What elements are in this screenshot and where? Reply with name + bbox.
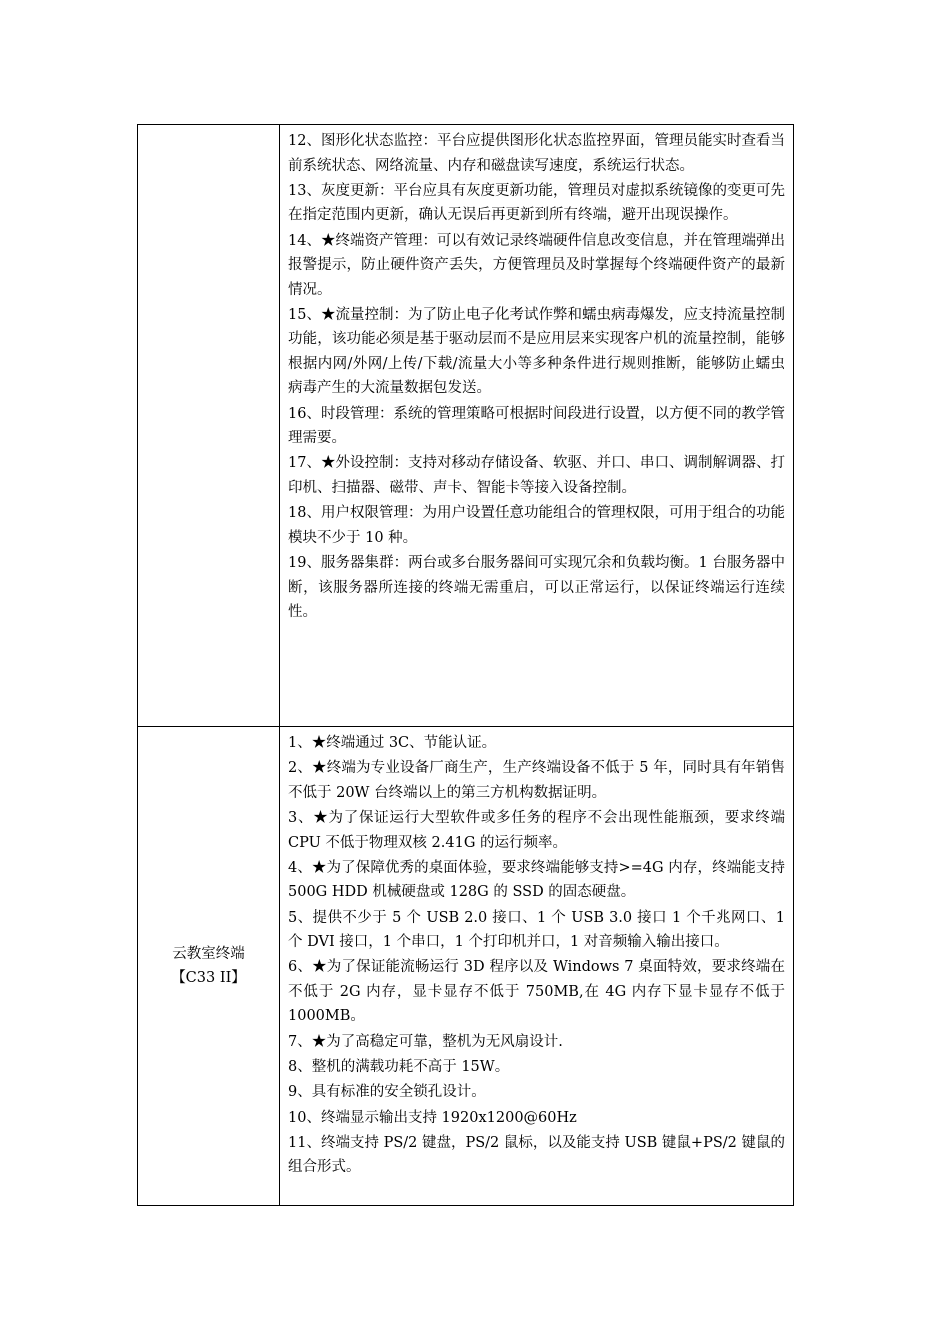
list-item: 15、★流量控制：为了防止电子化考试作弊和蠕虫病毒爆发，应支持流量控制功能，该功能必须是基于驱动层而不是应用层来实现客户机的流量控制，能够根据内网/外网/上传/下载/流量大小等多种条件进行规则推断，能够防止蠕虫病毒产生的大流量数据包发送。: [288, 306, 785, 397]
list-item: 1、★终端通过 3C、节能认证。: [288, 735, 497, 751]
list-item: 8、整机的满载功耗不高于 15W。: [288, 1059, 510, 1076]
list-item: 18、用户权限管理：为用户设置任意功能组合的管理权限，可用于组合的功能模块不少于 10 种。: [288, 505, 785, 546]
list-item: 14、★终端资产管理：可以有效记录终端硬件信息改变信息，并在管理端弹出报警提示，防止硬件资产丢失，方便管理员及时掌握每个终端硬件资产的最新情况。: [288, 232, 785, 298]
list-item: 11、终端支持 PS/2 键盘，PS/2 鼠标，以及能支持 USB 键鼠+PS/2 键鼠的组合形式。: [288, 1134, 785, 1176]
content-cell: [280, 125, 794, 727]
label-cell: [138, 727, 280, 1206]
table-row: [138, 727, 794, 1206]
list-item: 7、★为了高稳定可靠，整机为无风扇设计.: [288, 1033, 563, 1050]
list-item: 13、灰度更新：平台应具有灰度更新功能，管理员对虚拟系统镜像的变更可先在指定范围内更新，确认无误后再更新到所有终端，避开出现误操作。: [288, 182, 785, 224]
table-row: [138, 125, 794, 727]
spec-table: [137, 124, 794, 1206]
list-item: 3、★为了保证运行大型软件或多任务的程序不会出现性能瓶颈，要求终端 CPU 不低于物理双核 2.41G 的运行频率。: [288, 810, 785, 851]
list-item: 6、★为了保证能流畅运行 3D 程序以及 Windows 7 桌面特效，要求终端在不低于 2G 内存，显卡显存不低于 750MB,在 4G 内存下显卡显存不低于 1000MB。: [288, 959, 785, 1025]
list-item: 16、时段管理：系统的管理策略可根据时间段进行设置，以方便不同的教学管理需要。: [288, 405, 785, 447]
content-cell: [280, 727, 794, 1206]
list-item: 10、终端显示输出支持 1920x1200@60Hz: [288, 1109, 577, 1126]
list-item: 4、★为了保障优秀的桌面体验，要求终端能够支持>=4G 内存，终端能支持 500G HDD 机械硬盘或 128G 的 SSD 的固态硬盘。: [288, 859, 785, 901]
list-item: 12、图形化状态监控：平台应提供图形化状态监控界面，管理员能实时查看当前系统状态、网络流量、内存和磁盘读写速度，系统运行状态。: [288, 133, 785, 174]
list-item: 5、提供不少于 5 个 USB 2.0 接口、1 个 USB 3.0 接口 1 个千兆网口、1 个 DVI 接口，1 个串口，1 个打印机并口，1 对音频输入输出接口。: [288, 909, 785, 951]
list-item: 9、具有标准的安全锁孔设计。: [288, 1084, 486, 1101]
product-name: 云教室终端: [172, 946, 245, 962]
list-item: 17、★外设控制：支持对移动存储设备、软驱、并口、串口、调制解调器、打印机、扫描器、磁带、声卡、智能卡等接入设备控制。: [288, 455, 785, 496]
product-model: 【C33 II】: [171, 970, 246, 986]
list-item: 19、服务器集群：两台或多台服务器间可实现冗余和负载均衡。1 台服务器中断，该服务器所连接的终端无需重启，可以正常运行，以保证终端运行连续性。: [288, 555, 785, 621]
label-cell: [138, 125, 280, 727]
list-item: 2、★终端为专业设备厂商生产，生产终端设备不低于 5 年，同时具有年销售不低于 20W 台终端以上的第三方机构数据证明。: [288, 760, 785, 801]
